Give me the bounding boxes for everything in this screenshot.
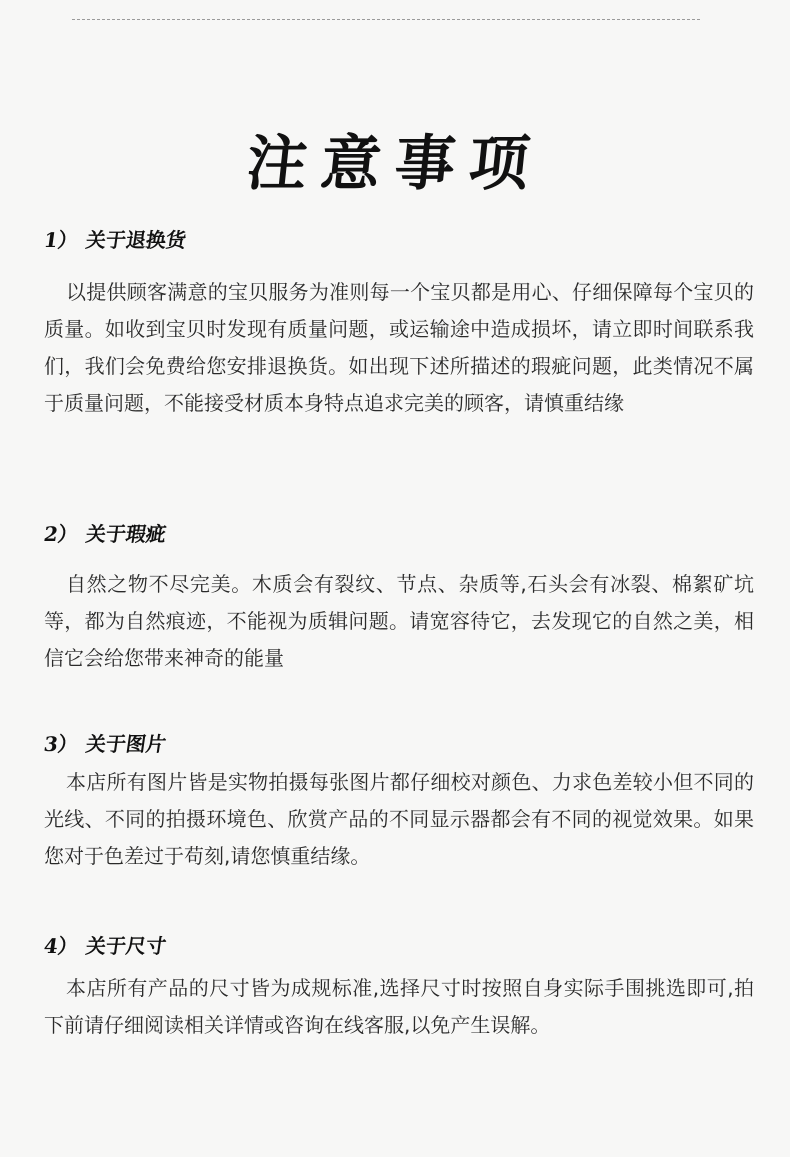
section-title: 关于图片 xyxy=(84,732,168,756)
section-size xyxy=(44,932,754,1044)
section-number: 3） xyxy=(42,732,80,756)
section-body: 自然之物不尽完美。木质会有裂纹、节点、杂质等,石头会有冰裂、棉絮矿坑等，都为自然痕迹，不能视为质辑问题。请宽容待它，去发现它的自然之美，相信它会给您带来神奇的能量 xyxy=(44,572,754,670)
section-heading xyxy=(42,730,756,758)
top-dashed-divider xyxy=(72,19,700,20)
section-number: 4） xyxy=(42,934,80,958)
section-body: 本店所有图片皆是实物拍摄每张图片都仔细校对颜色、力求色差较小但不同的光线、不同的拍摄环境色、欣赏产品的不同显示器都会有不同的视觉效果。如果您对于色差过于苟刻,请您慎重结缘。 xyxy=(44,770,754,868)
section-number: 2） xyxy=(42,522,80,546)
section-heading xyxy=(42,520,756,548)
section-title: 关于尺寸 xyxy=(84,934,168,958)
section-number: 1） xyxy=(42,228,80,252)
section-returns xyxy=(44,226,754,422)
section-body: 以提供顾客满意的宝贝服务为准则每一个宝贝都是用心、仔细保障每个宝贝的质量。如收到宝贝时发现有质量问题，或运输途中造成损坏，请立即时间联系我们，我们会免费给您安排退换货。如出现下述所描述的瑕疵问题，此类情况不属于质量问题，不能接受材质本身特点追求完美的顾客，请慎重结缘 xyxy=(44,280,754,415)
section-heading xyxy=(42,932,756,960)
section-flaws xyxy=(44,520,754,677)
section-body: 本店所有产品的尺寸皆为成规标准,选择尺寸时按照自身实际手围挑选即可,拍下前请仔细阅读相关详情或咨询在线客服,以免产生误解。 xyxy=(44,976,754,1037)
section-heading xyxy=(42,226,756,254)
section-title: 关于瑕疵 xyxy=(84,522,168,546)
section-pictures xyxy=(44,730,754,875)
page-title: 注意事项 xyxy=(243,129,547,200)
section-title: 关于退换货 xyxy=(84,228,188,252)
